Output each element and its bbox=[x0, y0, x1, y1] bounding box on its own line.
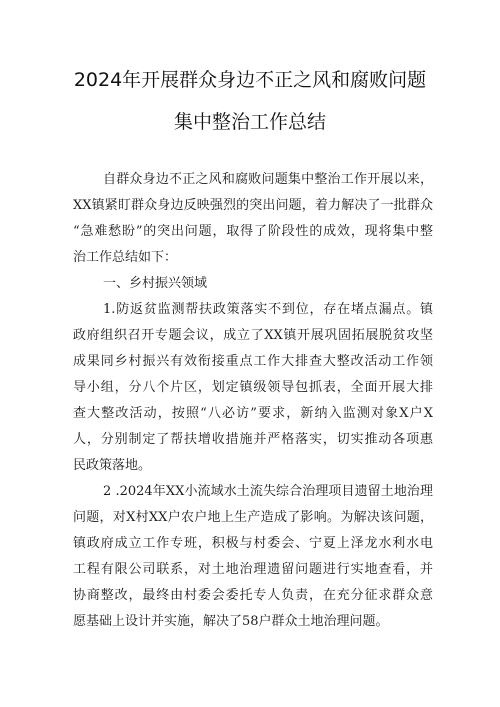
section-heading: 一、乡村振兴领域 bbox=[103, 276, 208, 291]
item2-line-4: 工程有限公司联系，对土地治理遗留问题进行实地查看，并 bbox=[73, 562, 433, 577]
intro-line-1: 自群众身边不正之风和腐败问题集中整治工作开展以来， bbox=[103, 172, 433, 187]
item1-line-3: 成果同乡村振兴有效衔接重点工作大排查大整改活动工作领 bbox=[73, 354, 433, 369]
item1-line-7: 民政策落地。 bbox=[73, 458, 152, 473]
intro-line-3: “急难愁盼”的突出问题，取得了阶段性的成效，现将集中整 bbox=[73, 224, 433, 239]
item2-line-3: 镇政府成立工作专班，积极与村委会、宁夏上泽龙水利水电 bbox=[73, 536, 433, 551]
item2-line-5: 协商整改，最终由村委会委托专人负责，在充分征求群众意 bbox=[73, 588, 433, 603]
item1-line-4: 导小组，分八个片区，划定镇级领导包抓表，全面开展大排 bbox=[73, 380, 433, 395]
item2-line-6: 愿基础上设计并实施，解决了58户群众土地治理问题。 bbox=[73, 614, 389, 629]
intro-line-2: XX镇紧盯群众身边反映强烈的突出问题，着力解决了一批群众 bbox=[73, 198, 433, 213]
document-title-line-2: 集中整治工作总结 bbox=[173, 111, 326, 133]
document-title-line-1: 2024年开展群众身边不正之风和腐败问题 bbox=[73, 69, 427, 91]
item2-line-1: 2 .2024年XX小流域水土流失综合治理项目遗留土地治理 bbox=[103, 484, 433, 499]
item2-line-2: 问题，对X村XX户农户地上生产造成了影响。为解决该问题， bbox=[73, 510, 433, 525]
item1-line-5: 查大整改活动，按照“八必访”要求，新纳入监测对象X户X bbox=[73, 406, 433, 421]
item1-line-6: 人，分别制定了帮扶增收措施并严格落实，切实推动各项惠 bbox=[73, 432, 433, 447]
item1-line-2: 政府组织召开专题会议，成立了XX镇开展巩固拓展脱贫攻坚 bbox=[73, 328, 433, 343]
intro-line-4: 治工作总结如下： bbox=[73, 250, 178, 265]
item1-line-1: 1.防返贫监测帮扶政策落实不到位，存在堵点漏点。镇 bbox=[103, 302, 433, 317]
